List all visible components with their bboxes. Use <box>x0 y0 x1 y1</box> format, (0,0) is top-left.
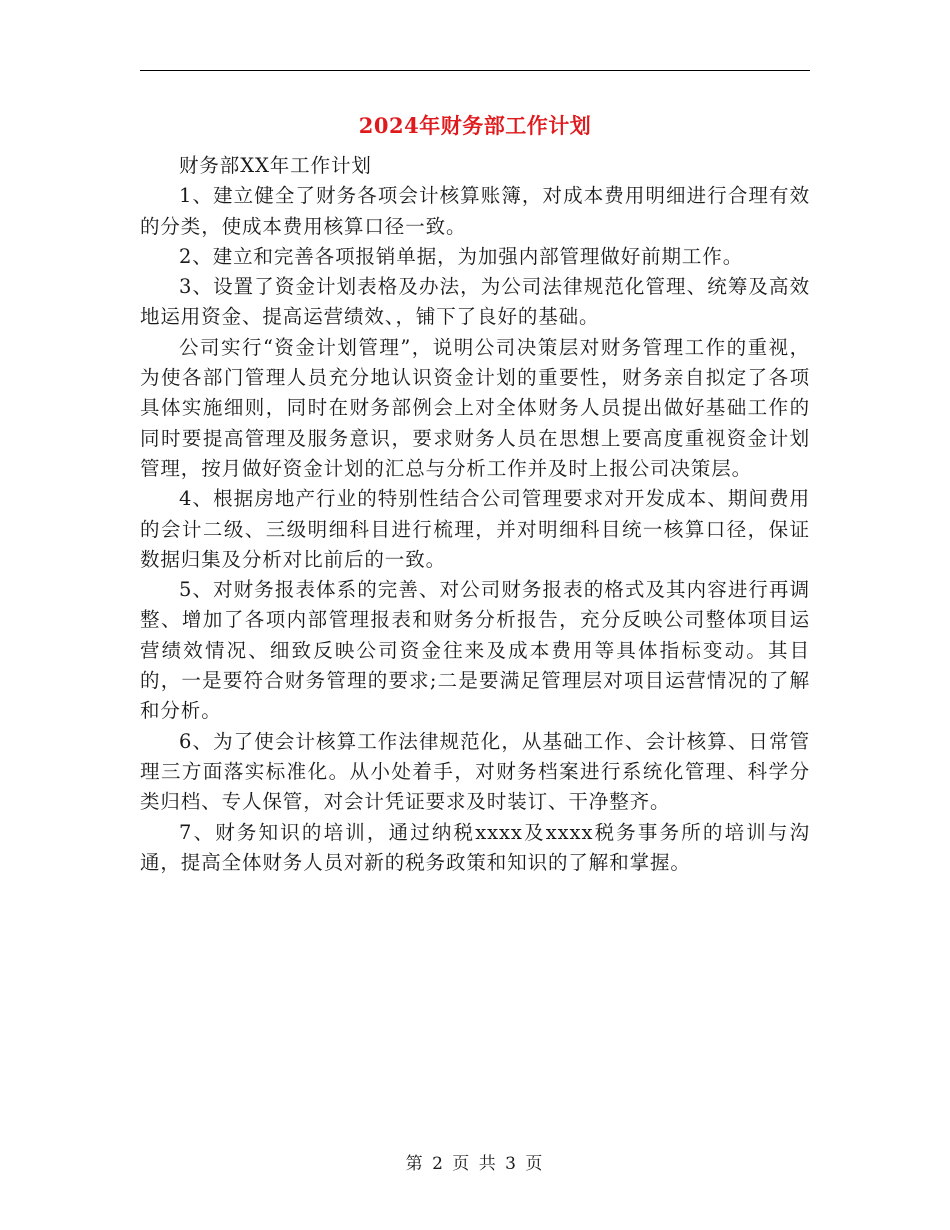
paragraph-item-2: 2、建立和完善各项报销单据，为加强内部管理做好前期工作。 <box>179 244 744 268</box>
paragraph-item-5: 5、对财务报表体系的完善、对公司财务报表的格式及其内容进行再调整、增加了各项内部管理报表和财务分析报告，充分反映公司整体项目运营绩效情况、细致反映公司资金往来及成本费用等具体指标变动。其目的，一是要符合财务管理的要求;二是要满足管理层对项目运营情况的了解和分析。 <box>140 578 810 723</box>
paragraph-item-6: 6、为了使会计核算工作法律规范化，从基础工作、会计核算、日常管理三方面落实标准化。从小处着手，对财务档案进行系统化管理、科学分类归档、专人保管，对会计凭证要求及时装订、干净整齐。 <box>140 729 810 814</box>
paragraph-fund-plan: 公司实行“资金计划管理”，说明公司决策层对财务管理工作的重视，为使各部门管理人员充分地认识资金计划的重要性，财务亲自拟定了各项具体实施细则，同时在财务部例会上对全体财务人员提出做好基础工作的同时要提高管理及服务意识，要求财务人员在思想上要高度重视资金计划管理，按月做好资金计划的汇总与分析工作并及时上报公司决策层。 <box>140 335 810 480</box>
header-rule <box>140 70 810 71</box>
paragraph-item-1: 1、建立健全了财务各项会计核算账簿，对成本费用明细进行合理有效的分类，使成本费用核算口径一致。 <box>140 184 810 238</box>
document-body <box>140 151 810 878</box>
paragraph-heading: 财务部XX年工作计划 <box>179 154 372 177</box>
paragraph-item-3: 3、设置了资金计划表格及办法，为公司法律规范化管理、统筹及高效地运用资金、提高运营绩效、，铺下了良好的基础。 <box>140 275 810 329</box>
document-title: 2024年财务部工作计划 <box>358 113 592 138</box>
paragraph-item-4: 4、根据房地产行业的特别性结合公司管理要求对开发成本、期间费用的会计二级、三级明细科目进行梳理，并对明细科目统一核算口径，保证数据归集及分析对比前后的一致。 <box>140 487 810 571</box>
paragraph-item-7: 7、财务知识的培训，通过纳税xxxx及xxxx税务事务所的培训与沟通，提高全体财务人员对新的税务政策和知识的了解和掌握。 <box>140 820 810 874</box>
page-number-footer: 第 2 页 共 3 页 <box>405 1154 545 1174</box>
